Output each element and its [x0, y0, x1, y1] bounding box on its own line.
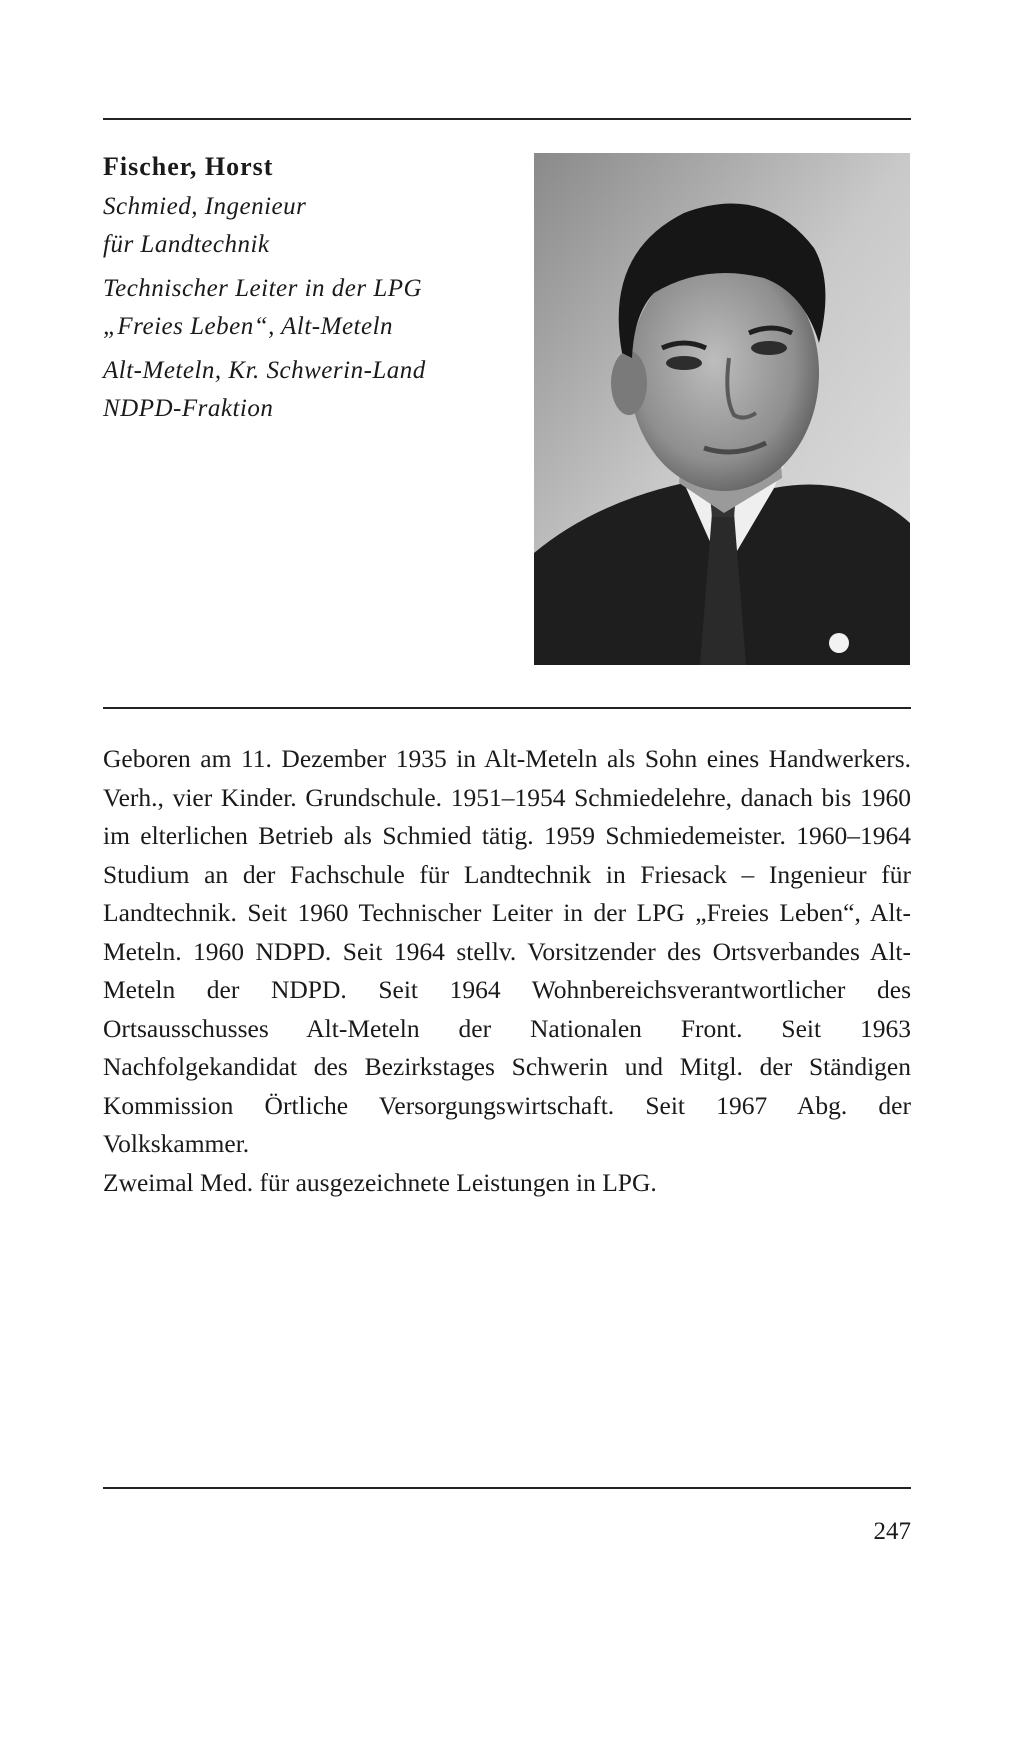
occupation-line-1: Schmied, Ingenieur	[103, 193, 307, 220]
occupation-line-2: für Landtechnik	[103, 231, 270, 258]
entry-header	[103, 150, 523, 428]
position-line-1: Technischer Leiter in der LPG	[103, 275, 423, 302]
residence: Alt-Meteln, Kr. Schwerin-Land	[103, 357, 426, 384]
page-number: 247	[873, 1518, 911, 1545]
faction: NDPD-Fraktion	[103, 395, 274, 422]
biography-paragraph: Geboren am 11. Dezember 1935 in Alt-Meteln als Sohn eines Handwerkers. Verh., vier Kinder. Grundschule. 1951–1954 Schmiedelehre, danach bis 1960 im elterlichen Betrieb als Schmied tätig. 1959 Schmiedemeister. 1960–1964 Studium an der Fachschule für Landtechnik in Friesack – Ingenieur für Landtechnik. Seit 1960 Technischer Leiter in der LPG „Freies Leben“, Alt-Meteln. 1960 NDPD. Seit 1964 stellv. Vorsitzender des Ortsverbandes Alt-Meteln der NDPD. Seit 1964 Wohnbereichsverantwortlicher des Ortsausschusses Alt-Meteln der Nationalen Front. Seit 1963 Nachfolgekandidat des Bezirkstages Schwerin und Mitgl. der Ständigen Kommission Örtliche Versorgungswirtschaft. Seit 1967 Abg. der Volkskammer.	[103, 744, 911, 1158]
bottom-divider	[103, 1487, 911, 1489]
position-line-2: „Freies Leben“, Alt-Meteln	[103, 313, 394, 340]
biography	[103, 740, 911, 1202]
portrait-photo	[534, 153, 910, 665]
top-divider	[103, 118, 911, 120]
person-name: Fischer, Horst	[103, 152, 274, 181]
middle-divider	[103, 707, 911, 709]
awards-paragraph: Zweimal Med. für ausgezeichnete Leistungen in LPG.	[103, 1167, 657, 1197]
